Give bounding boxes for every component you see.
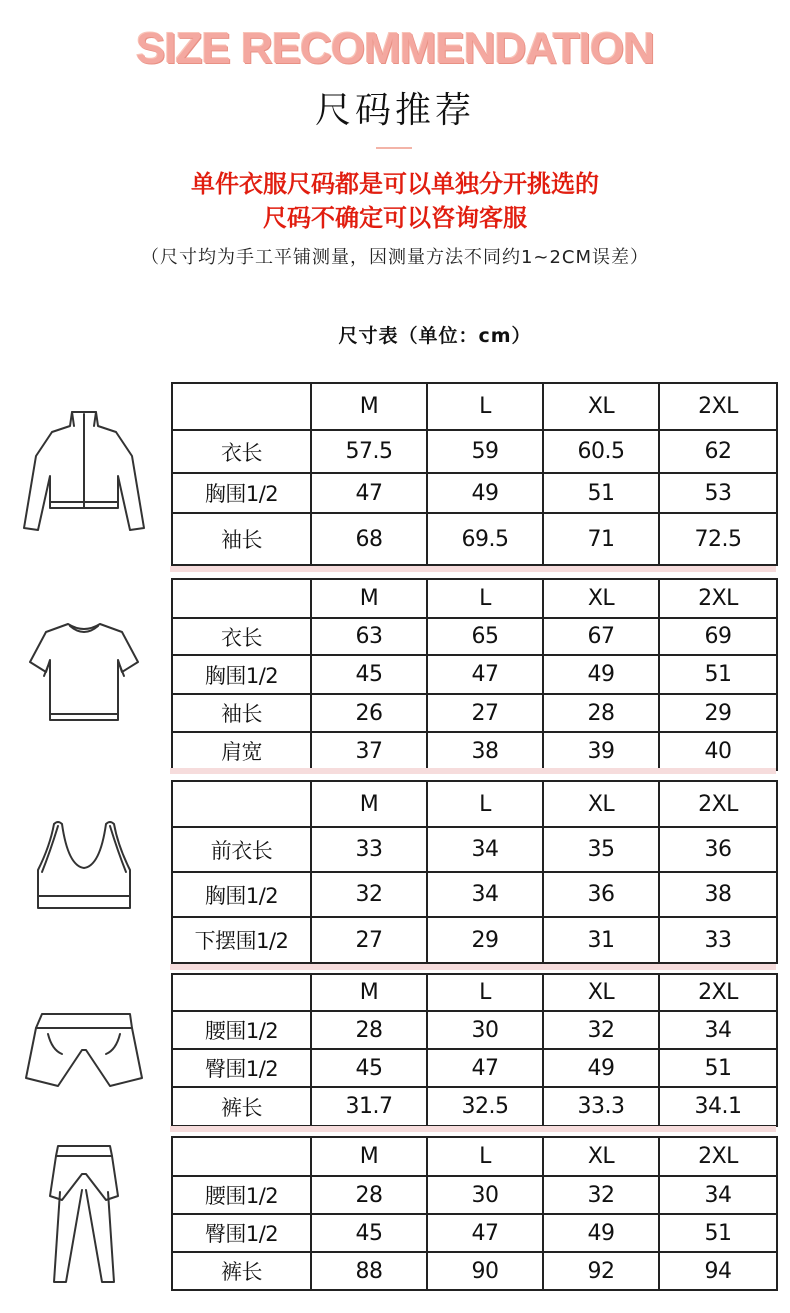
table-cell: 59: [427, 430, 543, 473]
table-row: [172, 655, 777, 694]
table-cell: 90: [427, 1252, 543, 1290]
row-label: 腰围1/2: [172, 1011, 311, 1049]
table-row: [172, 732, 777, 770]
measurement-note: （尺寸均为手工平铺测量，因测量方法不同约1~2CM误差）: [140, 247, 650, 268]
header-cell: 2XL: [659, 781, 777, 827]
table-cell: 51: [659, 1049, 777, 1087]
header-cell: L: [427, 781, 543, 827]
table-divider: [170, 1126, 776, 1132]
table-header-row: [172, 781, 777, 827]
table-cell: 38: [659, 872, 777, 917]
header-cell: M: [311, 1137, 427, 1176]
table-cell: 49: [427, 473, 543, 513]
header-cell: XL: [543, 1137, 659, 1176]
size-table-sports-bra: [171, 780, 778, 964]
row-label: 衣长: [172, 618, 311, 655]
table-cell: 71: [543, 513, 659, 565]
size-chart-caption: 尺寸表（单位：cm）: [338, 325, 532, 347]
row-label: 裤长: [172, 1087, 311, 1126]
table-cell: 30: [427, 1011, 543, 1049]
table-cell: 69.5: [427, 513, 543, 565]
table-cell: 32.5: [427, 1087, 543, 1126]
header-cell: [172, 974, 311, 1011]
table-cell: 51: [543, 473, 659, 513]
table-cell: 49: [543, 1214, 659, 1252]
table-row: [172, 1011, 777, 1049]
row-label: 臀围1/2: [172, 1049, 311, 1087]
table-row: [172, 917, 777, 963]
table-row: [172, 1049, 777, 1087]
table-cell: 34.1: [659, 1087, 777, 1126]
table-cell: 47: [427, 1214, 543, 1252]
table-cell: 29: [427, 917, 543, 963]
header-cell: [172, 781, 311, 827]
table-row: [172, 618, 777, 655]
table-cell: 38: [427, 732, 543, 770]
header-cell: 2XL: [659, 383, 777, 430]
table-row: [172, 1087, 777, 1126]
row-label: 下摆围1/2: [172, 917, 311, 963]
header-cell: [172, 1137, 311, 1176]
table-cell: 69: [659, 618, 777, 655]
table-cell: 32: [311, 872, 427, 917]
table-cell: 37: [311, 732, 427, 770]
row-label: 臀围1/2: [172, 1214, 311, 1252]
table-cell: 34: [427, 827, 543, 872]
table-cell: 65: [427, 618, 543, 655]
size-table-shorts: [171, 973, 778, 1127]
table-cell: 51: [659, 655, 777, 694]
table-cell: 67: [543, 618, 659, 655]
header-cell: L: [427, 974, 543, 1011]
table-cell: 40: [659, 732, 777, 770]
english-title: SIZE RECOMMENDATION: [136, 24, 654, 73]
table-cell: 32: [543, 1011, 659, 1049]
table-cell: 33.3: [543, 1087, 659, 1126]
notice-line-2: 尺码不确定可以咨询客服: [263, 204, 527, 232]
header-cell: [172, 579, 311, 618]
table-cell: 63: [311, 618, 427, 655]
table-cell: 29: [659, 694, 777, 732]
table-cell: 68: [311, 513, 427, 565]
size-table-leggings: [171, 1136, 778, 1291]
table-header-row: [172, 579, 777, 618]
table-row: [172, 473, 777, 513]
size-table-long-sleeve-top: [171, 382, 778, 566]
table-divider: [170, 768, 776, 774]
header-cell: XL: [543, 974, 659, 1011]
table-cell: 94: [659, 1252, 777, 1290]
table-cell: 31.7: [311, 1087, 427, 1126]
table-cell: 34: [659, 1011, 777, 1049]
table-cell: 28: [543, 694, 659, 732]
table-row: [172, 430, 777, 473]
table-cell: 34: [427, 872, 543, 917]
header-cell: [172, 383, 311, 430]
row-label: 前衣长: [172, 827, 311, 872]
table-cell: 53: [659, 473, 777, 513]
table-row: [172, 872, 777, 917]
table-cell: 35: [543, 827, 659, 872]
row-label: 衣长: [172, 430, 311, 473]
table-cell: 27: [311, 917, 427, 963]
table-row: [172, 513, 777, 565]
row-label: 胸围1/2: [172, 872, 311, 917]
notice-line-1: 单件衣服尺码都是可以单独分开挑选的: [191, 170, 599, 198]
table-header-row: [172, 974, 777, 1011]
table-cell: 47: [311, 473, 427, 513]
table-row: [172, 1176, 777, 1214]
row-label: 胸围1/2: [172, 655, 311, 694]
sports-bra-icon: [14, 816, 154, 916]
table-row: [172, 1214, 777, 1252]
header-cell: L: [427, 579, 543, 618]
table-cell: 28: [311, 1011, 427, 1049]
table-cell: 92: [543, 1252, 659, 1290]
table-divider: [170, 964, 776, 970]
table-cell: 33: [311, 827, 427, 872]
table-cell: 27: [427, 694, 543, 732]
table-cell: 88: [311, 1252, 427, 1290]
table-cell: 30: [427, 1176, 543, 1214]
table-cell: 49: [543, 655, 659, 694]
size-table-short-sleeve-top: [171, 578, 778, 771]
table-cell: 36: [543, 872, 659, 917]
row-label: 袖长: [172, 694, 311, 732]
table-header-row: [172, 383, 777, 430]
table-cell: 47: [427, 655, 543, 694]
row-label: 裤长: [172, 1252, 311, 1290]
header-cell: M: [311, 383, 427, 430]
table-cell: 57.5: [311, 430, 427, 473]
header-cell: 2XL: [659, 974, 777, 1011]
leggings-icon: [14, 1140, 154, 1288]
header-cell: XL: [543, 781, 659, 827]
header-cell: L: [427, 383, 543, 430]
table-cell: 28: [311, 1176, 427, 1214]
table-cell: 31: [543, 917, 659, 963]
table-row: [172, 827, 777, 872]
table-cell: 34: [659, 1176, 777, 1214]
table-cell: 32: [543, 1176, 659, 1214]
row-label: 袖长: [172, 513, 311, 565]
table-cell: 72.5: [659, 513, 777, 565]
header-cell: 2XL: [659, 579, 777, 618]
table-cell: 26: [311, 694, 427, 732]
table-header-row: [172, 1137, 777, 1176]
header-cell: XL: [543, 579, 659, 618]
table-cell: 45: [311, 1214, 427, 1252]
long-sleeve-top-icon: [14, 404, 154, 536]
table-cell: 47: [427, 1049, 543, 1087]
page-title: 尺码推荐: [314, 90, 475, 131]
table-cell: 39: [543, 732, 659, 770]
table-cell: 62: [659, 430, 777, 473]
row-label: 腰围1/2: [172, 1176, 311, 1214]
table-cell: 45: [311, 655, 427, 694]
header-cell: M: [311, 781, 427, 827]
row-label: 胸围1/2: [172, 473, 311, 513]
shorts-icon: [14, 1010, 154, 1094]
table-cell: 51: [659, 1214, 777, 1252]
table-row: [172, 694, 777, 732]
header-cell: M: [311, 974, 427, 1011]
table-divider: [170, 566, 776, 572]
table-cell: 33: [659, 917, 777, 963]
row-label: 肩宽: [172, 732, 311, 770]
table-cell: 36: [659, 827, 777, 872]
table-cell: 45: [311, 1049, 427, 1087]
table-row: [172, 1252, 777, 1290]
header-cell: 2XL: [659, 1137, 777, 1176]
table-cell: 49: [543, 1049, 659, 1087]
short-sleeve-top-icon: [14, 616, 154, 728]
header-cell: XL: [543, 383, 659, 430]
title-divider: [376, 147, 412, 149]
table-cell: 60.5: [543, 430, 659, 473]
header-cell: L: [427, 1137, 543, 1176]
header-cell: M: [311, 579, 427, 618]
